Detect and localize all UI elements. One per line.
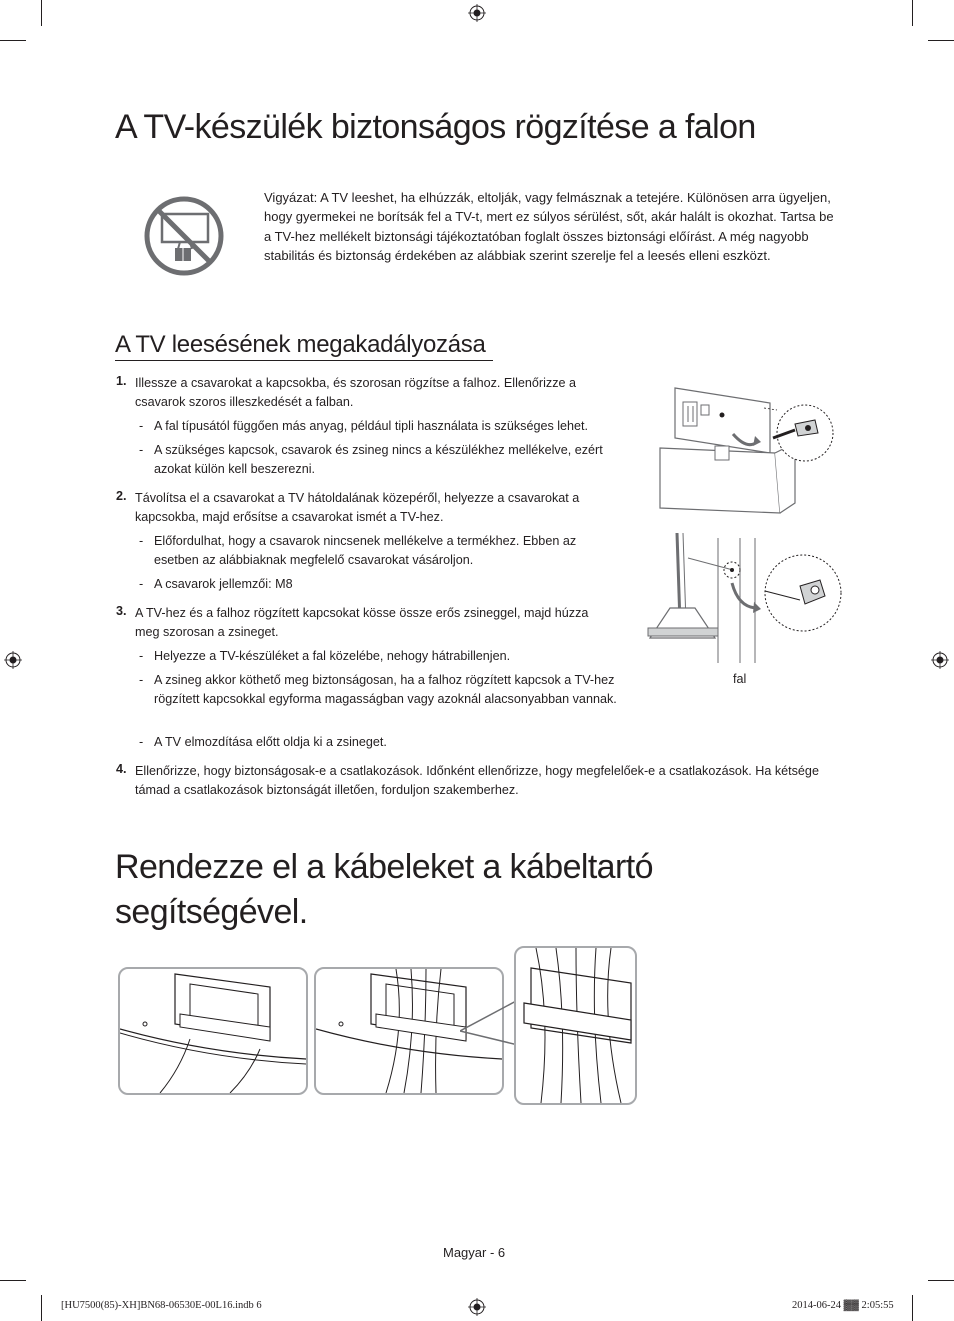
step-subitem: Helyezze a TV-készüléket a fal közelébe, nehogy hátrabillenjen. <box>154 649 511 663</box>
step-number: 2. <box>116 489 127 503</box>
step-subitem: A csavarok jellemzői: M8 <box>154 577 293 591</box>
step-text: Ellenőrizze, hogy biztonságosak-e a csatlakozások. Időnként ellenőrizze, hogy megfelelőek-e a csatlakozások. Ha kétsége támad a csatlakozások biztonságát illetően, forduljon szakemberhez. <box>135 764 819 798</box>
step-subitem: A fal típusától függően más anyag, például tipli használata is szükséges lehet. <box>154 419 589 433</box>
registration-mark-icon <box>4 651 22 669</box>
tv-wall-side-illustration <box>640 528 845 668</box>
bullet-dash: - <box>139 443 144 457</box>
crop-mark <box>41 0 42 26</box>
bullet-dash: - <box>139 577 144 591</box>
wall-label: fal <box>733 672 747 686</box>
registration-mark-icon <box>468 1298 486 1316</box>
crop-mark <box>928 1280 954 1281</box>
step-text: Távolítsa el a csavarokat a TV hátoldalának közepéről, helyezze a csavarokat a kapcsokba, majd erősítse a csavarokat ismét a TV-hez. <box>135 491 580 525</box>
crop-mark <box>41 1295 42 1321</box>
step-subitem: Előfordulhat, hogy a csavarok nincsenek mellékelve a termékhez. Ebben az esetben az alábbiaknak megfelelő csavarokat vásároljon. <box>154 534 577 568</box>
bullet-dash: - <box>139 735 144 749</box>
crop-mark <box>0 1280 26 1281</box>
footer-timestamp: 2014-06-24 ▓▓ 2:05:55 <box>792 1300 894 1311</box>
step-subitem: A TV elmozdítása előtt oldja ki a zsineget. <box>154 735 387 749</box>
zoom-connector-lines <box>460 995 520 1055</box>
bullet-dash: - <box>139 673 144 687</box>
crop-mark <box>912 0 913 26</box>
cable-step-3-detail-illustration <box>514 946 637 1105</box>
step-number: 1. <box>116 374 127 388</box>
tv-back-clamp-illustration <box>655 378 850 523</box>
crop-mark <box>912 1295 913 1321</box>
no-climbing-warning-icon <box>142 194 226 278</box>
step-subitem: A zsineg akkor köthető meg biztonságosan, ha a falhoz rögzített kapcsok a TV-hez rögzített kapcsokkal egyforma magasságban vagy azoknál alacsonyabban vannak. <box>154 673 617 707</box>
page-number: Magyar - 6 <box>443 1245 506 1260</box>
registration-mark-icon <box>931 651 949 669</box>
step-number: 3. <box>116 604 127 618</box>
cable-step-1-illustration <box>118 967 308 1095</box>
section-heading: A TV leesésének megakadályozása <box>115 331 486 358</box>
registration-mark-icon <box>468 4 486 22</box>
step-text: A TV-hez és a falhoz rögzített kapcsokat kösse össze erős zsineggel, majd húzza meg szorosan a zsineget. <box>135 606 589 640</box>
section-heading-underline <box>115 360 493 361</box>
step-subitem: A szükséges kapcsok, csavarok és zsineg nincs a készülékhez mellékelve, ezért azokat külön kell beszerezni. <box>154 443 603 477</box>
step-text: Illessze a csavarokat a kapcsokba, és szorosan rögzítse a falhoz. Ellenőrizze a csavarok szoros illeszkedését a falban. <box>135 376 577 410</box>
bullet-dash: - <box>139 534 144 548</box>
cable-section-heading: Rendezze el a kábeleket a kábeltartó segítségével. <box>115 848 653 931</box>
crop-mark <box>0 40 26 41</box>
warning-text: Vigyázat: A TV leeshet, ha elhúzzák, eltolják, vagy felmásznak a tetejére. Különösen arra ügyeljen, hogy gyermekei ne borítsák fel a TV-t, mert ez súlyos sérülést, sőt, akár halált is okozhat. Tartsa be a TV-hez mellékelt biztonsági tájékoztatóban foglalt összes biztonsági előírást. A még nagyobb stabilitás és biztonság érdekében az alábbiak szerint szerelje fel a leesés elleni eszközt. <box>264 190 834 264</box>
footer-file-info: [HU7500(85)-XH]BN68-06530E-00L16.indb 6 <box>61 1300 262 1311</box>
bullet-dash: - <box>139 419 144 433</box>
bullet-dash: - <box>139 649 144 663</box>
step-number: 4. <box>116 762 127 776</box>
crop-mark <box>928 40 954 41</box>
page-title: A TV-készülék biztonságos rögzítése a falon <box>115 108 756 146</box>
